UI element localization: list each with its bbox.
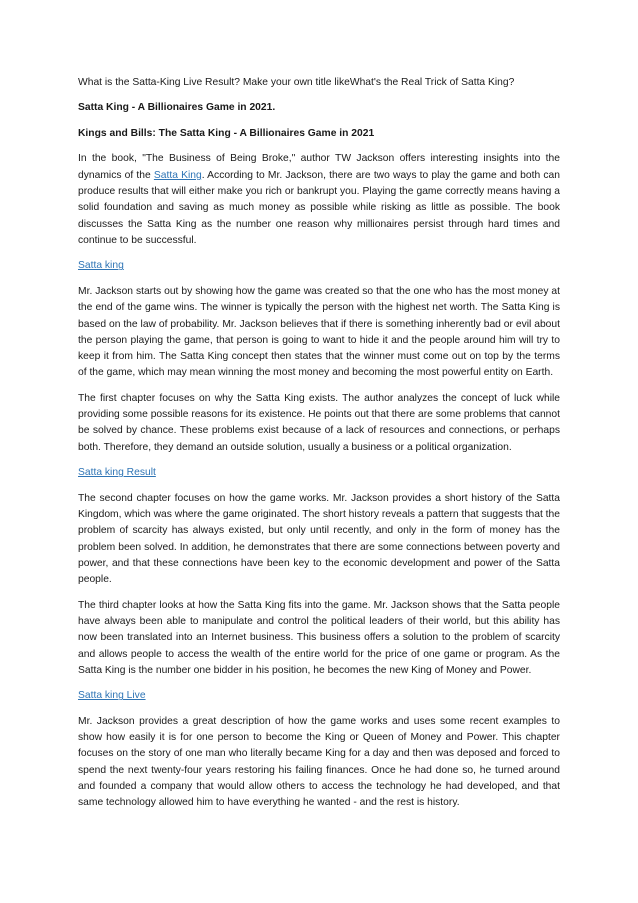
paragraph-intro-text-after: . According to Mr. Jackson, there are two ways to play the game and both can produce results that will either make you rich or bankrupt you. Playing the game correctly means having a solid foundation and saving as much money as possible while risking as little as possible. The book discusses the Satta King as the number one reason why millionaires persist through hard times and continue to be successful.	[78, 169, 560, 246]
heading-kings-and-bills: Kings and Bills: The Satta King - A Billionaires Game in 2021	[78, 127, 375, 139]
satta-king-inline-link[interactable]: Satta King	[153, 169, 202, 181]
satta-king-live-link[interactable]: Satta king Live	[78, 690, 146, 702]
paragraph-intro	[78, 151, 560, 249]
link-satta-king-live-paragraph	[78, 688, 560, 704]
intro-question: What is the Satta-King Live Result? Make your own title likeWhat's the Real Trick of Satta King?	[78, 77, 515, 88]
link-satta-king-paragraph	[78, 258, 560, 274]
satta-king-link[interactable]: Satta king	[78, 260, 124, 272]
paragraph-game-description: Mr. Jackson provides a great description of how the game works and uses some recent examples to show how easily it is for one person to become the King or Queen of Money and Power. This chapter focuses on the story of one man who literally became King for a day and then was deposed and forced to spend the next twenty-four years restoring his failing finances. Once he had done so, he turned around and founded a company that would allow others to access the technology he had developed, and that same technology allowed him to have everything he wanted - and the rest is history.	[78, 715, 560, 809]
paragraph-second-chapter: The second chapter focuses on how the game works. Mr. Jackson provides a short history of the Satta Kingdom, which was where the game originated. The short history reveals a pattern that suggests that the problem of scarcity has always existed, but only until recently, and only in the form of money has the problem been solved. In addition, he demonstrates that there are some connections between poverty and power, and that these connections have been key to the economic development and power of the Satta people.	[78, 492, 560, 586]
document-page	[78, 75, 560, 821]
paragraph-third-chapter: The third chapter looks at how the Satta King fits into the game. Mr. Jackson shows that the Satta people have always been able to manipulate and control the political leaders of their world, but this ability has now been translated into an Internet business. This business offers a solution to the problem of scarcity and allows people to access the wealth of the entire world for the price of one game or program. As the Satta King is the number one bidder in his position, he becomes the new King of Money and Power.	[78, 599, 560, 676]
satta-king-result-link[interactable]: Satta king Result	[78, 467, 156, 479]
paragraph-game-creation: Mr. Jackson starts out by showing how the game was created so that the one who has the most money at the end of the game wins. The winner is typically the person with the highest net worth. The Satta King is based on the law of probability. Mr. Jackson believes that if there is something inherently bad or evil about the person playing the game, that person is going to want to hide it and the people around him will try to keep it from him. The Satta King concept then states that the winner must come out on top by the terms of the game, which may mean winning the most money and becoming the most powerful entity on Earth.	[78, 285, 560, 379]
paragraph-intro-text-before: In the book, "The Business of Being Broke," author TW Jackson offers interesting insights into the dynamics of the	[78, 153, 560, 181]
heading-billionaires-game: Satta King - A Billionaires Game in 2021.	[78, 102, 276, 114]
link-satta-king-result-paragraph	[78, 465, 560, 481]
paragraph-first-chapter: The first chapter focuses on why the Satta King exists. The author analyzes the concept of luck while providing some possible reasons for its existence. He points out that there are some problems that cannot be solved by chance. These problems exist because of a lack of resources and connections, or perhaps both. Therefore, they demand an outside solution, usually a business or a political organization.	[78, 392, 560, 453]
